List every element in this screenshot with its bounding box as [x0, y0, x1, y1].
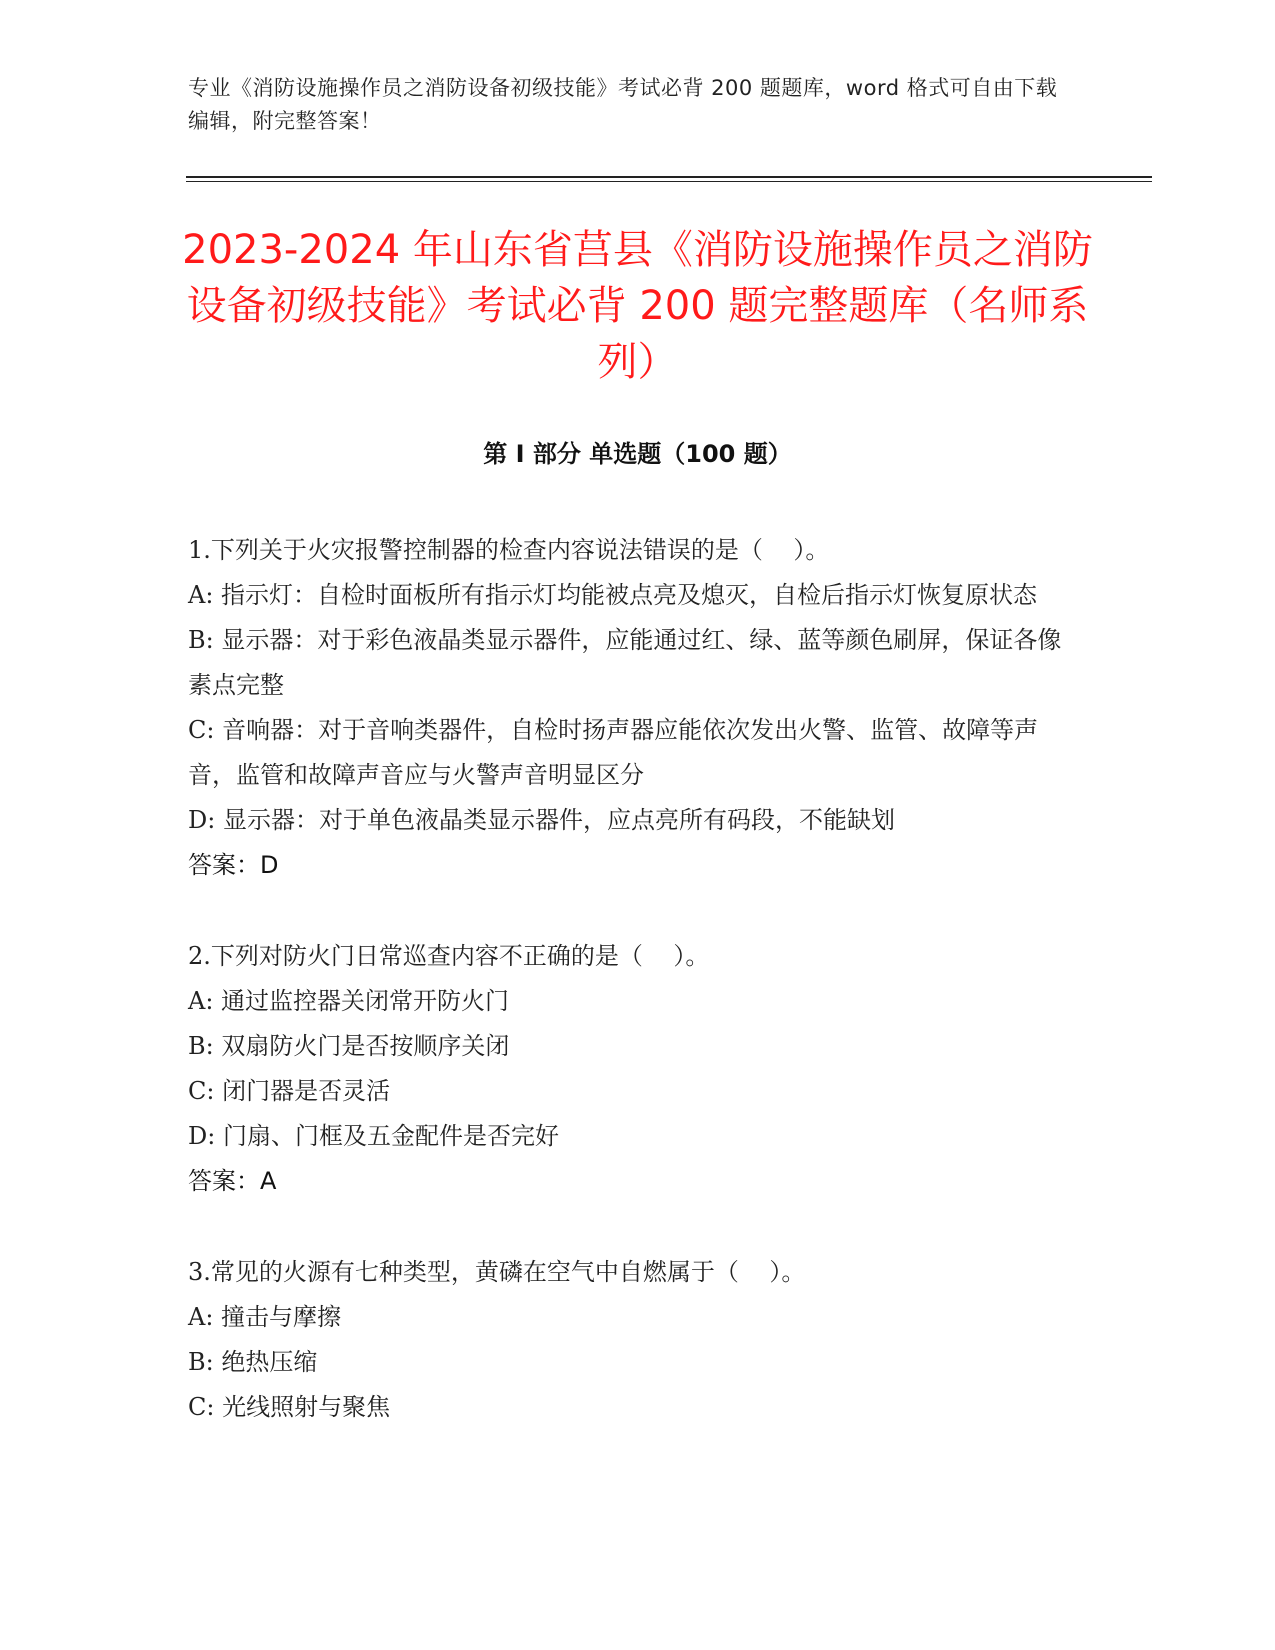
document-title: 2023-2024 年山东省莒县《消防设施操作员之消防设备初级技能》考试必背 200 题完整题库（名师系列） [182, 227, 1093, 385]
option-a: A: 指示灯：自检时面板所有指示灯均能被点亮及熄灭，自检后指示灯恢复原状态 [188, 581, 1038, 609]
header-rule-thick [186, 176, 1152, 178]
option-b: B: 绝热压缩 [188, 1348, 318, 1376]
question-stem: 1.下列关于火灾报警控制器的检查内容说法错误的是（ ）。 [188, 536, 830, 564]
option-a: A: 撞击与摩擦 [188, 1303, 342, 1331]
option-a: A: 通过监控器关闭常开防火门 [188, 987, 510, 1015]
option-c: C: 音响器：对于音响类器件，自检时扬声器应能依次发出火警、监管、故障等声音，监管和故障声音应与火警声音明显区分 [188, 716, 1039, 789]
answer: 答案：A [188, 1167, 277, 1195]
question-stem: 3.常见的火源有七种类型，黄磷在空气中自燃属于（ ）。 [188, 1258, 806, 1286]
question-3 [188, 1250, 1073, 1430]
option-d: D: 显示器：对于单色液晶类显示器件，应点亮所有码段，不能缺划 [188, 806, 895, 834]
option-b: B: 双扇防火门是否按顺序关闭 [188, 1032, 510, 1060]
option-b: B: 显示器：对于彩色液晶类显示器件，应能通过红、绿、蓝等颜色刷屏，保证各像素点完整 [188, 626, 1062, 699]
option-c: C: 光线照射与聚焦 [188, 1393, 391, 1421]
header-rule-thin [186, 181, 1152, 182]
question-1 [188, 528, 1073, 888]
question-list [188, 528, 1073, 1476]
question-2 [188, 934, 1073, 1204]
option-d: D: 门扇、门框及五金配件是否完好 [188, 1122, 559, 1150]
header-note: 专业《消防设施操作员之消防设备初级技能》考试必背 200 题题库，word 格式可自由下载编辑，附完整答案！ [188, 76, 1058, 133]
question-stem: 2.下列对防火门日常巡查内容不正确的是（ ）。 [188, 942, 710, 970]
option-c: C: 闭门器是否灵活 [188, 1077, 391, 1105]
answer: 答案：D [188, 851, 279, 879]
section-heading: 第 I 部分 单选题（100 题） [483, 440, 792, 468]
